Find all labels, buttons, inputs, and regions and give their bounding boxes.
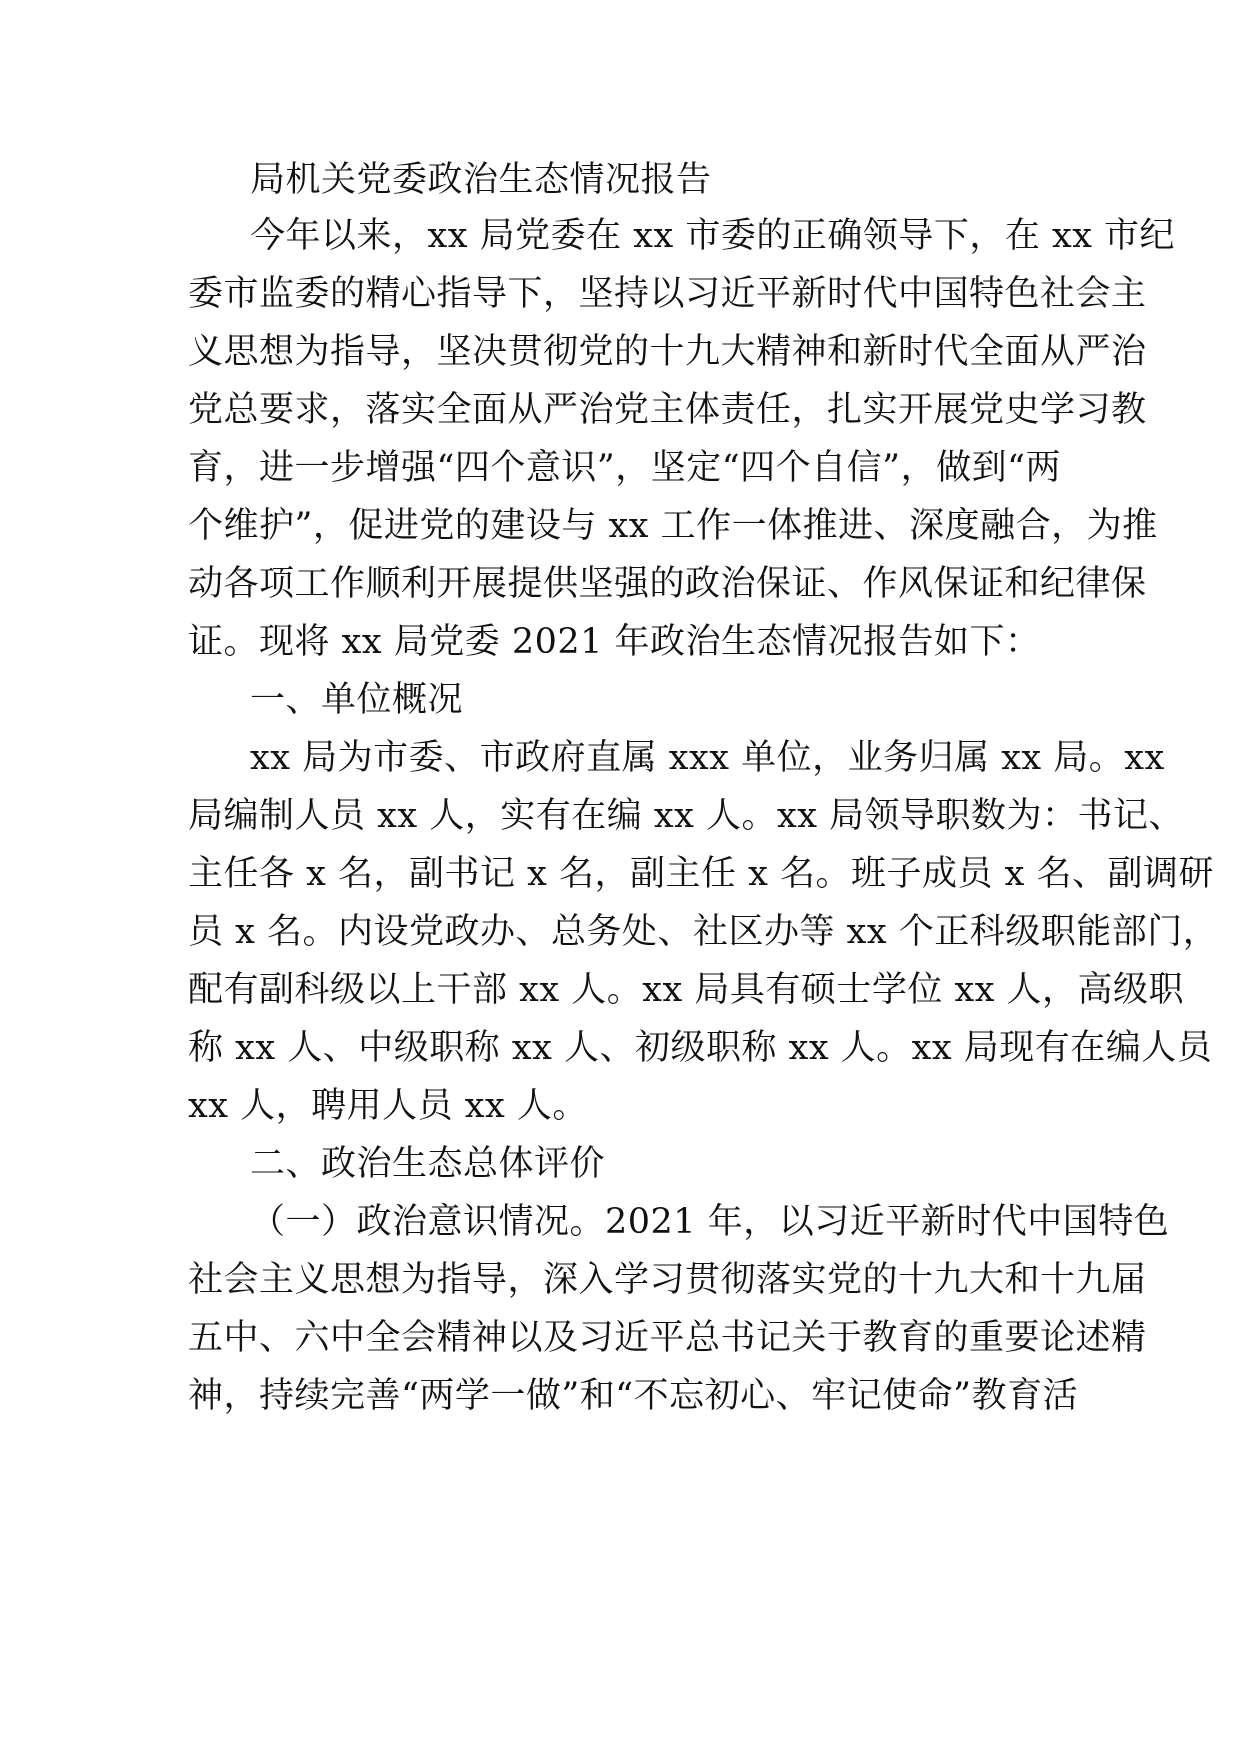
- paragraph-line: 神，持续完善“两学一做”和“不忘初心、牢记使命”教育活: [188, 1376, 1079, 1416]
- paragraph-line: 配有副科级以上干部 xx 人。xx 局具有硕士学位 xx 人，高级职: [188, 970, 1185, 1010]
- paragraph-line: 党总要求，落实全面从严治党主体责任，扎实开展党史学习教: [188, 390, 1147, 430]
- paragraph-line: 员 x 名。内设党政办、总务处、社区办等 xx 个正科级职能部门，: [188, 912, 1219, 952]
- section-heading: 二、政治生态总体评价: [250, 1144, 606, 1184]
- document-title: 局机关党委政治生态情况报告: [250, 160, 712, 200]
- paragraph-line: 义思想为指导，坚决贯彻党的十九大精神和新时代全面从严治: [188, 332, 1147, 372]
- paragraph-line: 主任各 x 名，副书记 x 名，副主任 x 名。班子成员 x 名、副调研: [188, 854, 1214, 894]
- paragraph-line: 育，进一步增强“四个意识”，坚定“四个自信”，做到“两: [188, 448, 1061, 488]
- paragraph-line: 证。现将 xx 局党委 2021 年政治生态情况报告如下：: [188, 622, 1041, 662]
- paragraph-line: 今年以来，xx 局党委在 xx 市委的正确领导下，在 xx 市纪: [250, 216, 1176, 256]
- paragraph-line: 个维护”，促进党的建设与 xx 工作一体推进、深度融合，为推: [188, 506, 1158, 546]
- paragraph-line: 委市监委的精心指导下，坚持以习近平新时代中国特色社会主: [188, 274, 1147, 314]
- paragraph-line: 局编制人员 xx 人，实有在编 xx 人。xx 局领导职数为：书记、: [188, 796, 1185, 836]
- section-heading: 一、单位概况: [250, 680, 464, 720]
- paragraph-line: xx 局为市委、市政府直属 xxx 单位，业务归属 xx 局。xx: [250, 738, 1165, 778]
- paragraph-line: 称 xx 人、中级职称 xx 人、初级职称 xx 人。xx 局现有在编人员: [188, 1028, 1213, 1068]
- paragraph-line: 五中、六中全会精神以及习近平总书记关于教育的重要论述精: [188, 1318, 1147, 1358]
- paragraph-line: （一）政治意识情况。2021 年，以习近平新时代中国特色: [250, 1202, 1170, 1242]
- paragraph-line: xx 人，聘用人员 xx 人。: [188, 1086, 588, 1126]
- paragraph-line: 社会主义思想为指导，深入学习贯彻落实党的十九大和十九届: [188, 1260, 1147, 1300]
- paragraph-line: 动各项工作顺利开展提供坚强的政治保证、作风保证和纪律保: [188, 564, 1147, 604]
